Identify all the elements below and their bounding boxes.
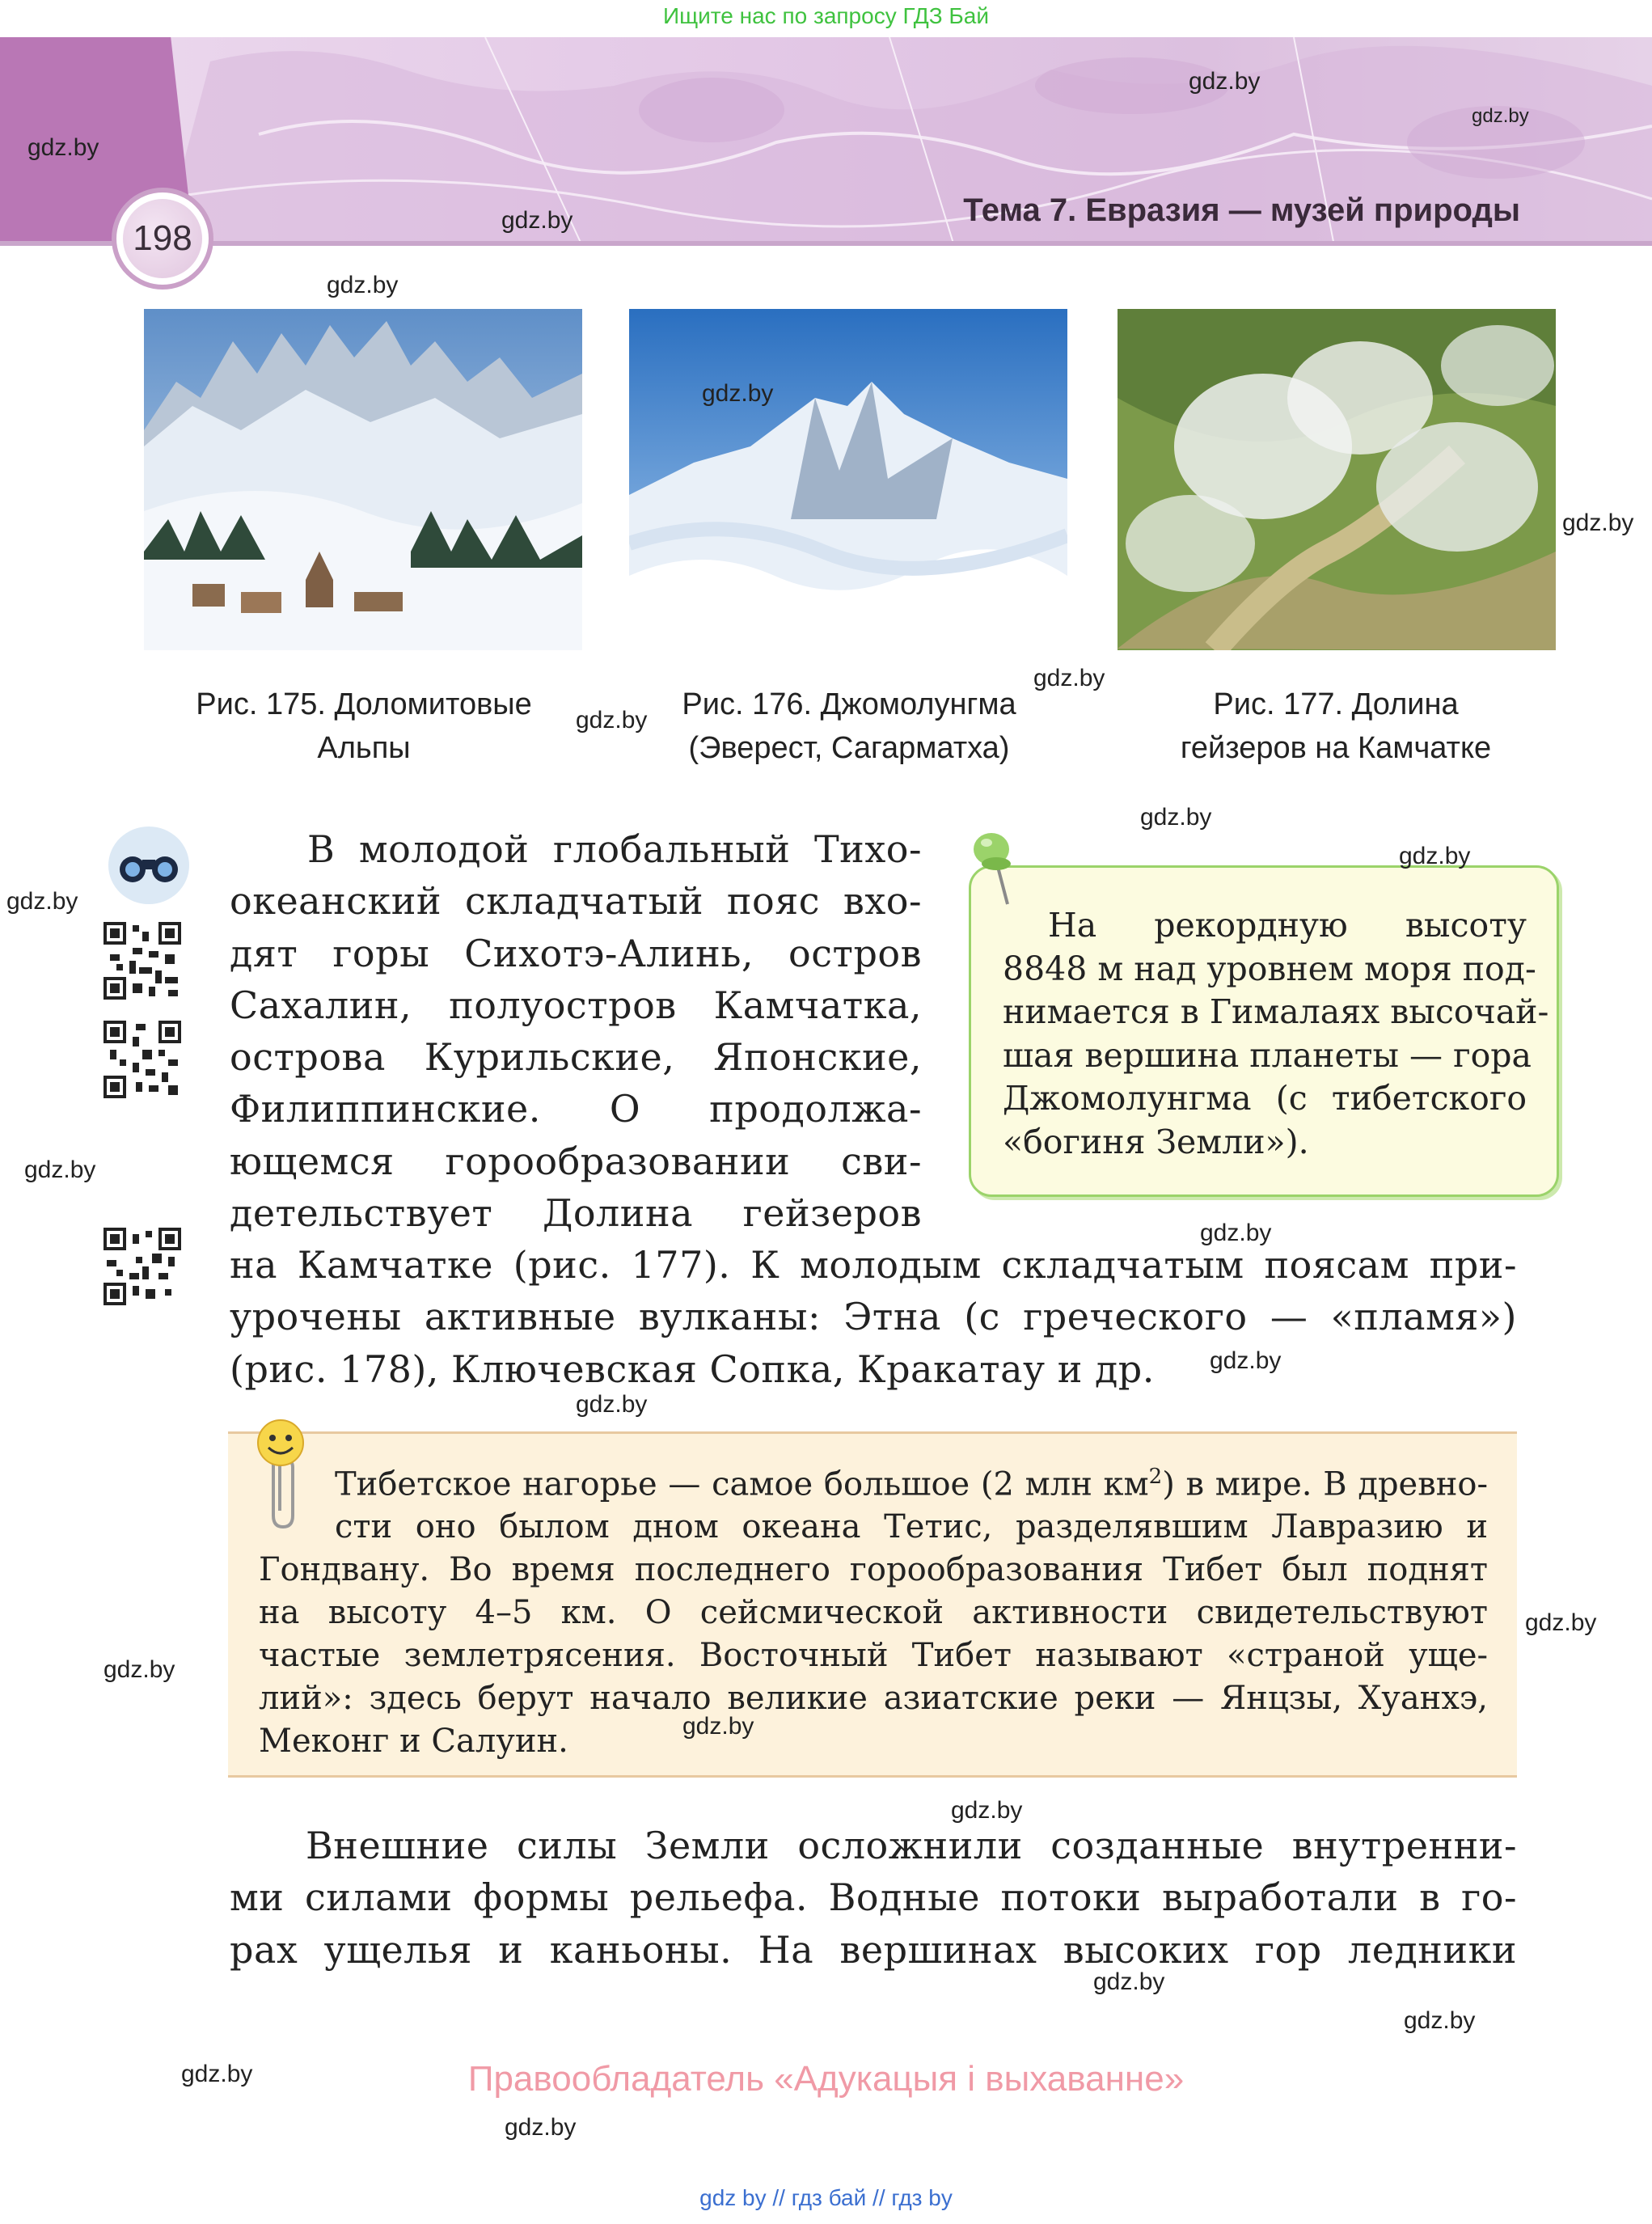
watermark: gdz.by xyxy=(702,380,774,407)
caption-figure-175 xyxy=(121,683,606,770)
info-line: лий»: здесь берут начало великие азиатские реки — Янцзы, Хуанхэ, xyxy=(259,1680,1488,1718)
copyright-notice: Правообладатель «Адукацыя і выхаванне» xyxy=(467,2059,1185,2099)
info-line: сти оно былом дном океана Тетис, разделявшим Лавразию и xyxy=(335,1508,1488,1546)
info-line xyxy=(259,1456,1488,1506)
qr-code-icon[interactable] xyxy=(104,1228,181,1305)
note-line: Джомолунгма (с тибетского xyxy=(1003,1079,1527,1118)
qr-code-icon[interactable] xyxy=(104,1021,181,1098)
text-line: В молодой глобальный Тихо- xyxy=(307,827,922,871)
text-line: Филиппинские. О продолжа- xyxy=(230,1087,922,1131)
photo-dolomites xyxy=(144,309,582,650)
page-number: 198 xyxy=(133,218,192,258)
caption-line: Рис. 176. Джомолунгма xyxy=(682,687,1016,721)
watermark: gdz.by xyxy=(1525,1609,1597,1636)
ad-banner-text[interactable]: Ищите нас по запросу ГДЗ Бай xyxy=(662,3,990,28)
info-line: Гондвану. Во время последнего горообразования Тибет был поднят xyxy=(259,1551,1488,1589)
watermark: gdz.by xyxy=(1399,843,1471,869)
info-line: Меконг и Салуин. xyxy=(259,1723,568,1761)
watermark: gdz.by xyxy=(501,207,573,234)
caption-figure-177 xyxy=(1093,683,1578,770)
pushpin-icon xyxy=(967,827,1024,907)
info-text xyxy=(259,1456,1488,1763)
note-line: На рекордную высоту xyxy=(1048,906,1527,945)
text-line: ющемся горообразовании сви- xyxy=(230,1139,922,1183)
watermark: gdz.by xyxy=(27,134,99,161)
fact-note-text xyxy=(1003,904,1549,1164)
caption-line: (Эверест, Сагарматха) xyxy=(688,731,1010,765)
info-text-part: Тибетское нагорье — самое большое (2 млн км xyxy=(335,1465,1149,1503)
text-line: Сахалин, полуостров Камчатка, xyxy=(230,983,922,1027)
caption-figure-176 xyxy=(606,683,1092,770)
watermark: gdz.by xyxy=(1210,1347,1282,1374)
binoculars-icon xyxy=(108,827,189,904)
text-line: урочены активные вулканы: Этна (с греческого — «пламя») xyxy=(230,1295,1517,1339)
text-line: рах ущелья и каньоны. На вершинах высоких гор ледники xyxy=(230,1927,1517,1972)
watermark: gdz.by xyxy=(24,1156,96,1183)
text-line: Внешние силы Земли осложнили созданные внутренни- xyxy=(306,1824,1517,1867)
page-number-badge xyxy=(112,188,213,290)
watermark: gdz.by xyxy=(1404,2007,1476,2034)
note-line: «богиня Земли»). xyxy=(1003,1122,1309,1161)
caption-line: Рис. 177. Долина xyxy=(1213,687,1459,721)
watermark: gdz.by xyxy=(682,1713,754,1740)
watermark: gdz.by xyxy=(1093,1968,1165,1995)
qr-code-icon[interactable] xyxy=(104,922,181,1000)
paragraph-wide xyxy=(230,1239,1517,1395)
watermark: gdz.by xyxy=(181,2061,253,2087)
text-line: дят горы Сихотэ-Алинь, остров xyxy=(230,931,922,975)
text-line: океанский складчатый пояс вхо- xyxy=(230,879,922,924)
photo-everest xyxy=(629,309,1067,650)
text-line: на Камчатке (рис. 177). К молодым складчатым поясам при- xyxy=(230,1243,1517,1287)
watermark: gdz.by xyxy=(1562,509,1634,536)
watermark: gdz.by xyxy=(576,1391,648,1418)
caption-line: Альпы xyxy=(317,731,411,765)
watermark: gdz.by xyxy=(951,1797,1023,1824)
text-line: (рис. 178), Ключевская Сопка, Кракатау и др. xyxy=(230,1347,1155,1391)
watermark: gdz.by xyxy=(1472,105,1529,127)
superscript: 2 xyxy=(1148,1465,1163,1489)
text-line: острова Курильские, Японские, xyxy=(230,1035,922,1080)
watermark: gdz.by xyxy=(327,272,399,298)
footer-links[interactable]: gdz by // гдз бай // гдз by xyxy=(699,2185,953,2210)
photo-geyser-valley xyxy=(1118,309,1556,650)
watermark: gdz.by xyxy=(6,888,78,915)
note-line: нимается в Гималаях высочай- xyxy=(1003,992,1549,1031)
text-line: детельствует Долина гейзеров xyxy=(230,1191,922,1236)
watermark: gdz.by xyxy=(1200,1220,1272,1246)
paragraph-external-forces xyxy=(230,1820,1517,1976)
watermark: gdz.by xyxy=(505,2114,577,2141)
info-line: частые землетрясения. Восточный Тибет называют «страной уще- xyxy=(259,1637,1488,1675)
note-line: 8848 м над уровнем моря под- xyxy=(1003,949,1536,988)
caption-line: Рис. 175. Доломитовые xyxy=(196,687,532,721)
paragraph-narrow xyxy=(230,823,922,1239)
header-divider xyxy=(0,241,1652,246)
info-text-part: ) в мире. В древно- xyxy=(1162,1465,1489,1503)
info-line: на высоту 4–5 км. О сейсмической активности свидетельствуют xyxy=(259,1594,1488,1632)
watermark: gdz.by xyxy=(1033,665,1105,691)
watermark: gdz.by xyxy=(1189,68,1261,95)
watermark: gdz.by xyxy=(104,1656,175,1683)
watermark: gdz.by xyxy=(576,707,648,734)
topic-title: Тема 7. Евразия — музей природы xyxy=(963,192,1520,228)
text-line: ми силами формы рельефа. Водные потоки выработали в го- xyxy=(230,1875,1517,1920)
note-line: шая вершина планеты — гора xyxy=(1003,1035,1532,1075)
caption-line: гейзеров на Камчатке xyxy=(1180,731,1492,765)
watermark: gdz.by xyxy=(1140,804,1212,831)
